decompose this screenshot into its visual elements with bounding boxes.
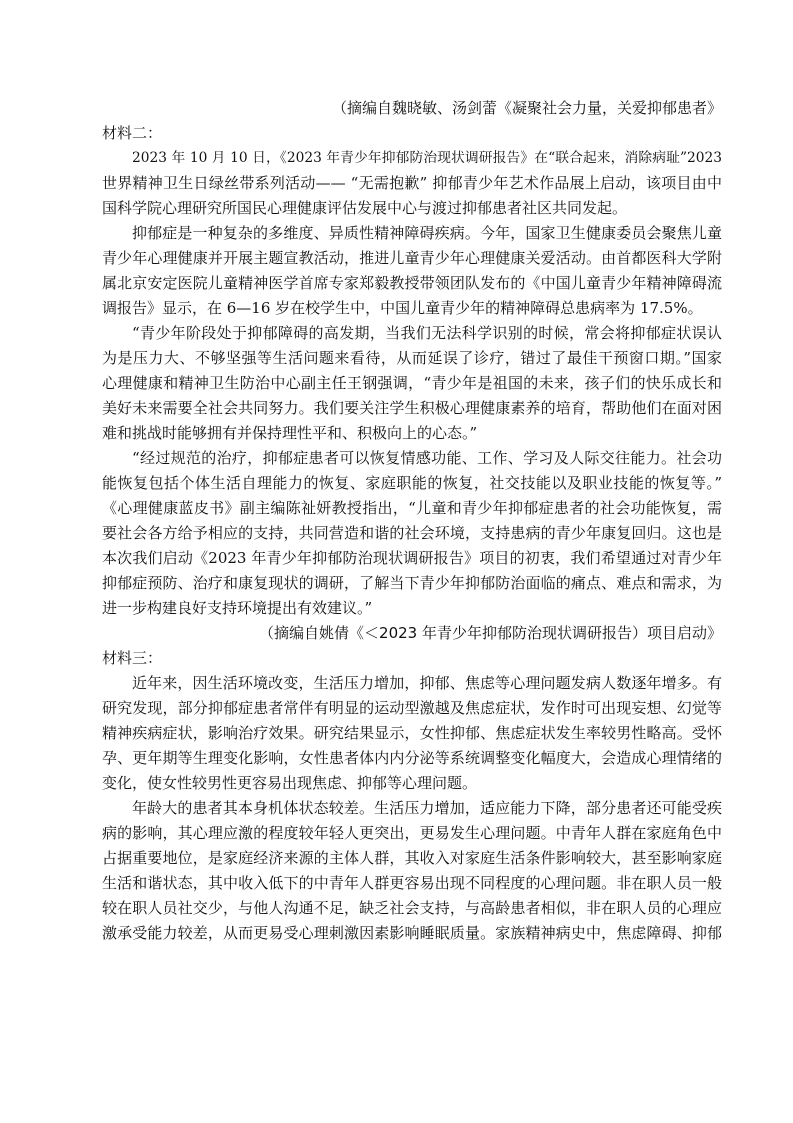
material-2-paragraph-2 <box>102 221 722 321</box>
source-citation-1: （摘编自魏晓敏、汤剑蕾《凝聚社会力量，关爱抑郁患者》 <box>331 99 722 117</box>
material-2-paragraph-4 <box>102 446 722 621</box>
text-line: 为是压力大、不够坚强等生活问题来看待，从而延误了诊疗，错过了最佳干预窗口期。”国家 <box>102 349 722 367</box>
text-line: “经过规范的治疗，抑郁症患者可以恢复情感功能、工作、学习及人际交往能力。社会功 <box>132 449 722 467</box>
text-line: 国科学院心理研究所国民心理健康评估发展中心与渡过抑郁患者社区共同发起。 <box>102 199 628 217</box>
text-line: 《心理健康蓝皮书》副主编陈祉妍教授指出，“儿童和青少年抑郁症患者的社会功能恢复，需 <box>102 499 722 517</box>
text-line: 心理健康和精神卫生防治中心副主任王钢强调，“青少年是祖国的未来，孩子们的快乐成长和 <box>102 374 722 392</box>
text-line: 能恢复包括个体生活自理能力的恢复、家庭职能的恢复，社交技能以及职业技能的恢复等。” <box>102 474 722 492</box>
text-line: 变化，使女性较男性更容易出现焦虑、抑郁等心理问题。 <box>102 774 478 792</box>
material-2-paragraph-3 <box>102 321 722 446</box>
text-line: 抑郁症是一种复杂的多维度、异质性精神障碍疾病。今年，国家卫生健康委员会聚焦儿童 <box>132 224 722 242</box>
text-line: 调报告》显示，在 6—16 岁在校学生中，中国儿童青少年的精神障碍总患病率为 17.5%。 <box>102 299 703 317</box>
text-line: 病的影响，其心理应激的程度较年轻人更突出，更易发生心理问题。中青年人群在家庭角色中 <box>102 824 722 842</box>
section-heading-material-2: 材料二： <box>102 124 163 142</box>
text-line: 近年来，因生活环境改变，生活压力增加，抑郁、焦虑等心理问题发病人数逐年增多。有 <box>132 674 722 692</box>
text-line: 进一步构建良好支持环境提出有效建议。” <box>102 599 373 617</box>
text-line: 较在职人员社交少，与他人沟通不足，缺乏社会支持，与高龄患者相似，非在职人员的心理应 <box>102 899 722 917</box>
text-line: 2023 年 10 月 10 日，《2023 年青少年抑郁防治现状调研报告》在“联合起来，消除病耻”2023 <box>132 150 722 166</box>
text-line: 孕、更年期等生理变化影响，女性患者体内内分泌等系统调整变化幅度大，会造成心理情绪的 <box>102 749 722 767</box>
text-line: 研究发现，部分抑郁症患者常伴有明显的运动型激越及焦虑症状，发作时可出现妄想、幻觉等 <box>102 699 722 717</box>
material-3-paragraph-2 <box>102 796 722 946</box>
text-line: 世界精神卫生日绿丝带系列活动—— “无需抱歉” 抑郁青少年艺术作品展上启动，该项目由中 <box>102 174 722 192</box>
source-citation-2: （摘编自姚倩《＜2023 年青少年抑郁防治现状调研报告）项目启动》 <box>259 624 722 642</box>
material-2-paragraph-1 <box>102 146 722 221</box>
text-line: 美好未来需要全社会共同努力。我们要关注学生积极心理健康素养的培育，帮助他们在面对困 <box>102 399 722 417</box>
text-line: 占据重要地位，是家庭经济来源的主体人群，其收入对家庭生活条件影响较大，甚至影响家庭 <box>102 849 722 867</box>
text-line: 精神疾病症状，影响治疗效果。研究结果显示，女性抑郁、焦虑症状发生率较男性略高。受怀 <box>102 724 722 742</box>
text-line: 难和挑战时能够拥有并保持理性平和、积极向上的心态。” <box>102 424 478 442</box>
text-line: 青少年心理健康并开展主题宣教活动，推进儿童青少年心理健康关爱活动。由首都医科大学附 <box>102 249 722 267</box>
text-line: 本次我们启动《2023 年青少年抑郁防治现状调研报告》项目的初衷，我们希望通过对青少年 <box>102 549 722 567</box>
text-line: “青少年阶段处于抑郁障碍的高发期，当我们无法科学识别的时候，常会将抑郁症状误认 <box>132 324 722 342</box>
section-heading-material-3: 材料三： <box>102 649 163 667</box>
text-line: 年龄大的患者其本身机体状态较差。生活压力增加，适应能力下降，部分患者还可能受疾 <box>132 799 722 817</box>
material-3-paragraph-1 <box>102 671 722 796</box>
text-line: 属北京安定医院儿童精神医学首席专家郑毅教授带领团队发布的《中国儿童青少年精神障碍流 <box>102 274 722 292</box>
text-line: 激承受能力较差，从而更易受心理刺激因素影响睡眠质量。家族精神病史中，焦虑障碍、抑郁 <box>102 924 722 942</box>
text-line: 生活和谐状态，其中收入低下的中青年人群更容易出现不同程度的心理问题。非在职人员一般 <box>102 874 722 892</box>
text-line: 要社会各方给予相应的支持，共同营造和谐的社会环境，支持患病的青少年康复回归。这也是 <box>102 524 722 542</box>
text-line: 抑郁症预防、治疗和康复现状的调研，了解当下青少年抑郁防治面临的痛点、难点和需求，为 <box>102 574 722 592</box>
document-body <box>102 96 722 946</box>
